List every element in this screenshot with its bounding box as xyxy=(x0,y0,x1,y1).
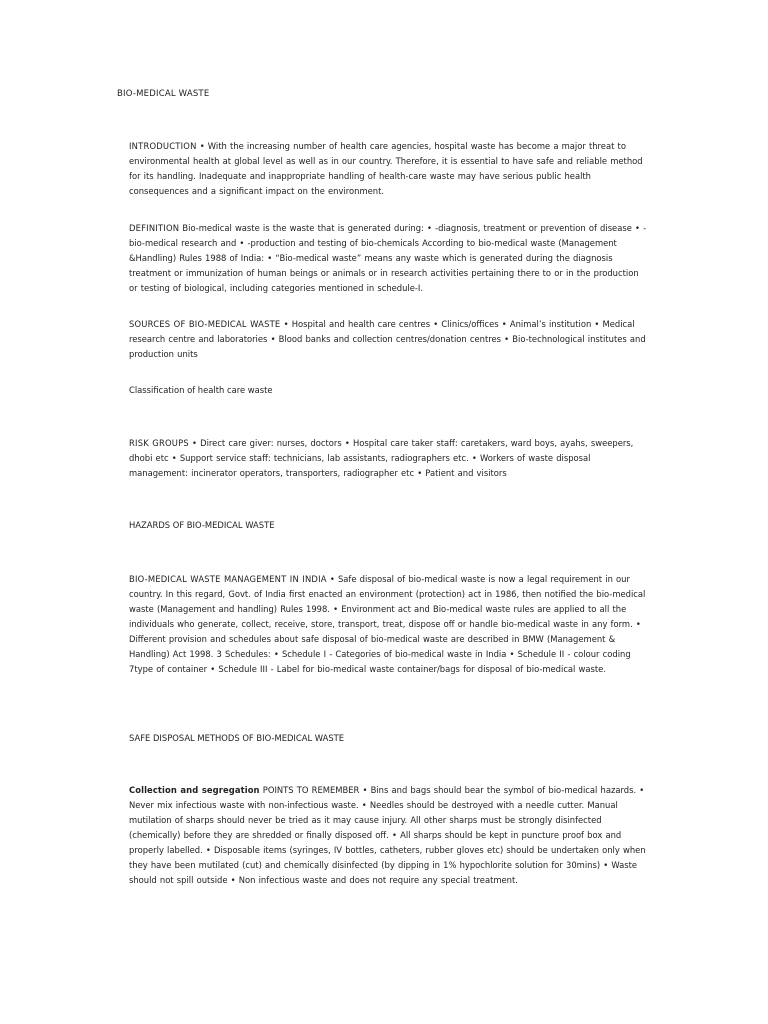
collection-body: POINTS TO REMEMBER • Bins and bags should bear the symbol of bio-medical hazards. • Never mix infectious waste with non-infectious waste. • Needles should be destroyed with a needle cutter. Manual mutilation of sharps should never be tried as it may cause injury. All other sharps must be strongly disinfected (chemically) before they are shredded or finally disposed off. • All sharps should be kept in puncture proof box and properly labelled. • Disposable items (syringes, IV bottles, catheters, rubber gloves etc) should be undertaken only when they have been mutilated (cut) and chemically disinfected (by dipping in 1% hypochlorite solution for 30mins) • Waste should not spill outside • Non infectious waste and does not require any special treatment. xyxy=(129,785,646,885)
definition-paragraph xyxy=(129,221,649,296)
hazards-heading: HAZARDS OF BIO-MEDICAL WASTE xyxy=(129,520,275,530)
management-heading: BIO-MEDICAL WASTE MANAGEMENT IN INDIA xyxy=(129,574,327,584)
collection-paragraph xyxy=(129,783,649,888)
sources-heading: SOURCES OF BIO-MEDICAL WASTE xyxy=(129,319,281,329)
classification-heading: Classification of health care waste xyxy=(129,385,273,395)
collection-heading: Collection and segregation xyxy=(129,785,260,795)
document-title: BIO-MEDICAL WASTE xyxy=(117,89,210,99)
introduction-paragraph xyxy=(129,139,649,199)
introduction-heading: INTRODUCTION xyxy=(129,141,197,151)
risk-groups-body: • Direct care giver: nurses, doctors • Hospital care taker staff: caretakers, ward boys, ayahs, sweepers, dhobi etc • Support service staff: technicians, lab assistants, radiographers etc. • Workers of waste disposal management: incinerator operators, transporters, radiographer etc • Patient and visitors xyxy=(129,438,634,478)
management-body: • Safe disposal of bio-medical waste is now a legal requirement in our country. In this regard, Govt. of India first enacted an environment (protection) act in 1986, then notified the bio-medical waste (Management and handling) Rules 1998. • Environment act and Bio-medical waste rules are applied to all the individuals who generate, collect, receive, store, transport, treat, dispose off or handle bio-medical waste in any form. • Different provision and schedules about safe disposal of bio-medical waste are described in BMW (Management & Handling) Act 1998. 3 Schedules: • Schedule I - Categories of bio-medical waste in India • Schedule II - colour coding 7type of container • Schedule III - Label for bio-medical waste container/bags for disposal of bio-medical waste. xyxy=(129,574,646,674)
definition-body: Bio-medical waste is the waste that is generated during: • -diagnosis, treatment or prevention of disease • -bio-medical research and • -production and testing of bio-chemicals According to bio-medical waste (Management &Handling) Rules 1988 of India: • “Bio-medical waste” means any waste which is generated during the diagnosis treatment or immunization of human beings or animals or in research activities pertaining there to or in the production or testing of biological, including categories mentioned in schedule-I. xyxy=(129,223,647,293)
management-paragraph xyxy=(129,572,649,677)
introduction-body: • With the increasing number of health care agencies, hospital waste has become a major threat to environmental health at global level as well as in our country. Therefore, it is essential to have safe and reliable method for its handling. Inadequate and inappropriate handling of health-care waste may have serious public health consequences and a significant impact on the environment. xyxy=(129,141,643,196)
risk-groups-paragraph xyxy=(129,436,649,481)
safe-disposal-heading: SAFE DISPOSAL METHODS OF BIO-MEDICAL WASTE xyxy=(129,733,345,743)
sources-body: • Hospital and health care centres • Clinics/offices • Animal’s institution • Medical research centre and laboratories • Blood banks and collection centres/donation centres • Bio-technological institutes and production units xyxy=(129,319,646,359)
definition-heading: DEFINITION xyxy=(129,223,180,233)
risk-groups-heading: RISK GROUPS xyxy=(129,438,189,448)
sources-paragraph xyxy=(129,317,649,362)
